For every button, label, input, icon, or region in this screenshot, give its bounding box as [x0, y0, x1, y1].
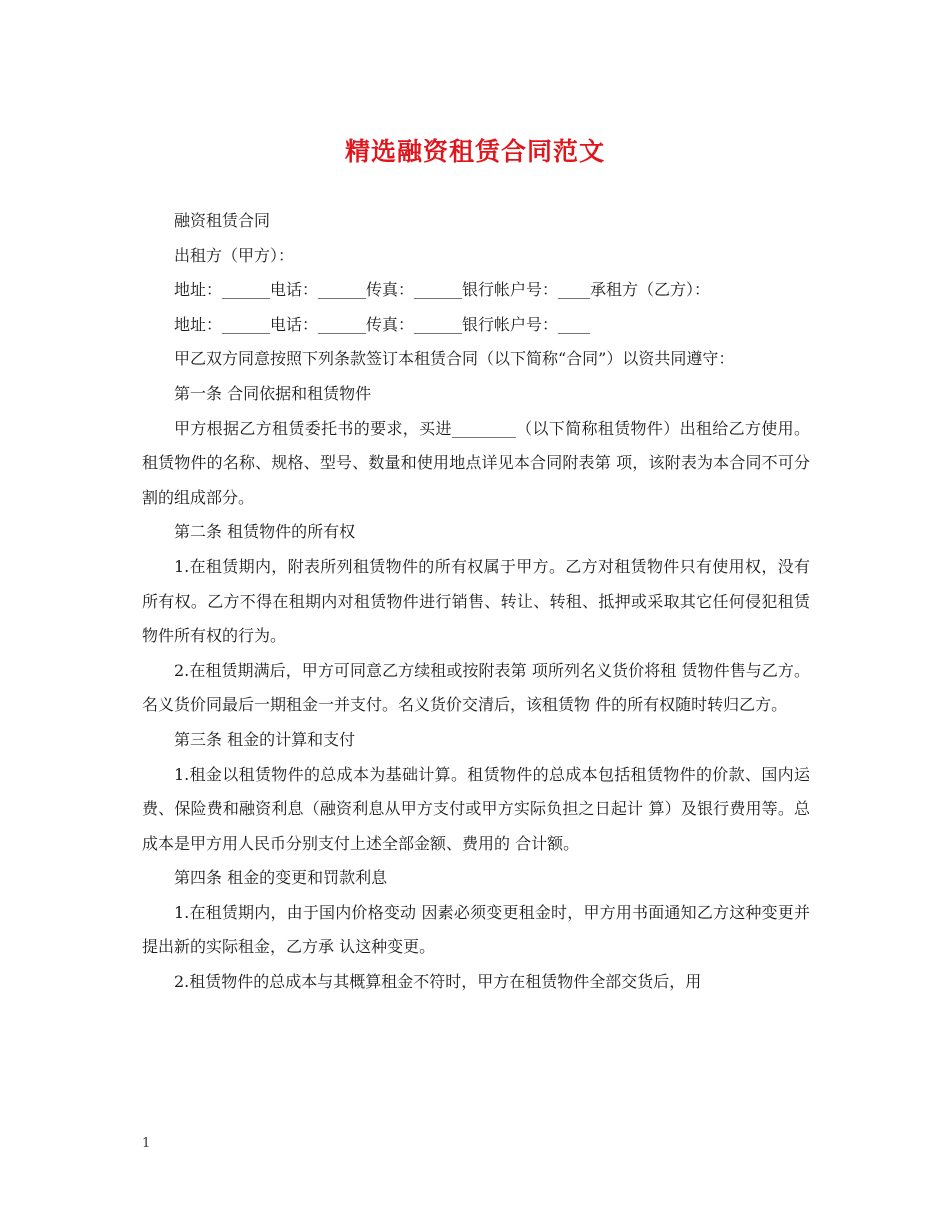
- section-heading: 第四条 租金的变更和罚款利息: [174, 868, 388, 888]
- section-heading: 第二条 租赁物件的所有权: [174, 522, 356, 542]
- paragraph: 地址：______电话：______传真：______银行帐户号：____: [174, 314, 591, 334]
- document-title: 精选融资租赁合同范文: [344, 137, 605, 166]
- paragraph: 2.在租赁期满后，甲方可同意乙方续租或按附表第 项所列名义货价将租 赁物件售与乙方。名义货价同最后一期租金一并支付。名义货价交清后，该租赁物 件的所有权随时转归乙方。: [142, 660, 810, 715]
- paragraph: 地址：______电话：______传真：______银行帐户号：____承租方（乙方）：: [174, 280, 711, 300]
- paragraph: 融资租赁合同: [174, 211, 271, 230]
- page-number: 1: [142, 1136, 151, 1151]
- paragraph: 出租方（甲方）：: [174, 245, 295, 265]
- paragraph: 1.在租赁期内，附表所列租赁物件的所有权属于甲方。乙方对租赁物件只有使用权，没有所有权。乙方不得在租期内对租赁物件进行销售、转让、转租、抵押或采取其它任何侵犯租赁物件所有权的行为。: [142, 556, 810, 646]
- paragraph: 2.租赁物件的总成本与其概算租金不符时，甲方在租赁物件全部交货后，用: [174, 972, 702, 992]
- paragraph: 1.租金以租赁物件的总成本为基础计算。租赁物件的总成本包括租赁物件的价款、国内运费、保险费和融资利息（融资利息从甲方支付或甲方实际负担之日起计 算）及银行费用等。总成本是甲方用人民币分别支付上述全部金额、费用的 合计额。: [142, 764, 810, 853]
- paragraph: 甲乙双方同意按照下列条款签订本租赁合同（以下简称“合同”）以资共同遵守：: [174, 349, 735, 369]
- section-heading: 第三条 租金的计算和支付: [174, 729, 356, 749]
- document-body: [142, 204, 810, 1000]
- paragraph: 甲方根据乙方租赁委托书的要求，买进________（以下简称租赁物件）出租给乙方使用。租赁物件的名称、规格、型号、数量和使用地点详见本合同附表第 项，该附表为本合同不可分割的组成部分。: [142, 418, 810, 507]
- section-heading: 第一条 合同依据和租赁物件: [174, 383, 372, 403]
- paragraph: 1.在租赁期内，由于国内价格变动 因素必须变更租金时，甲方用书面通知乙方这种变更并提出新的实际租金，乙方承 认这种变更。: [142, 902, 810, 957]
